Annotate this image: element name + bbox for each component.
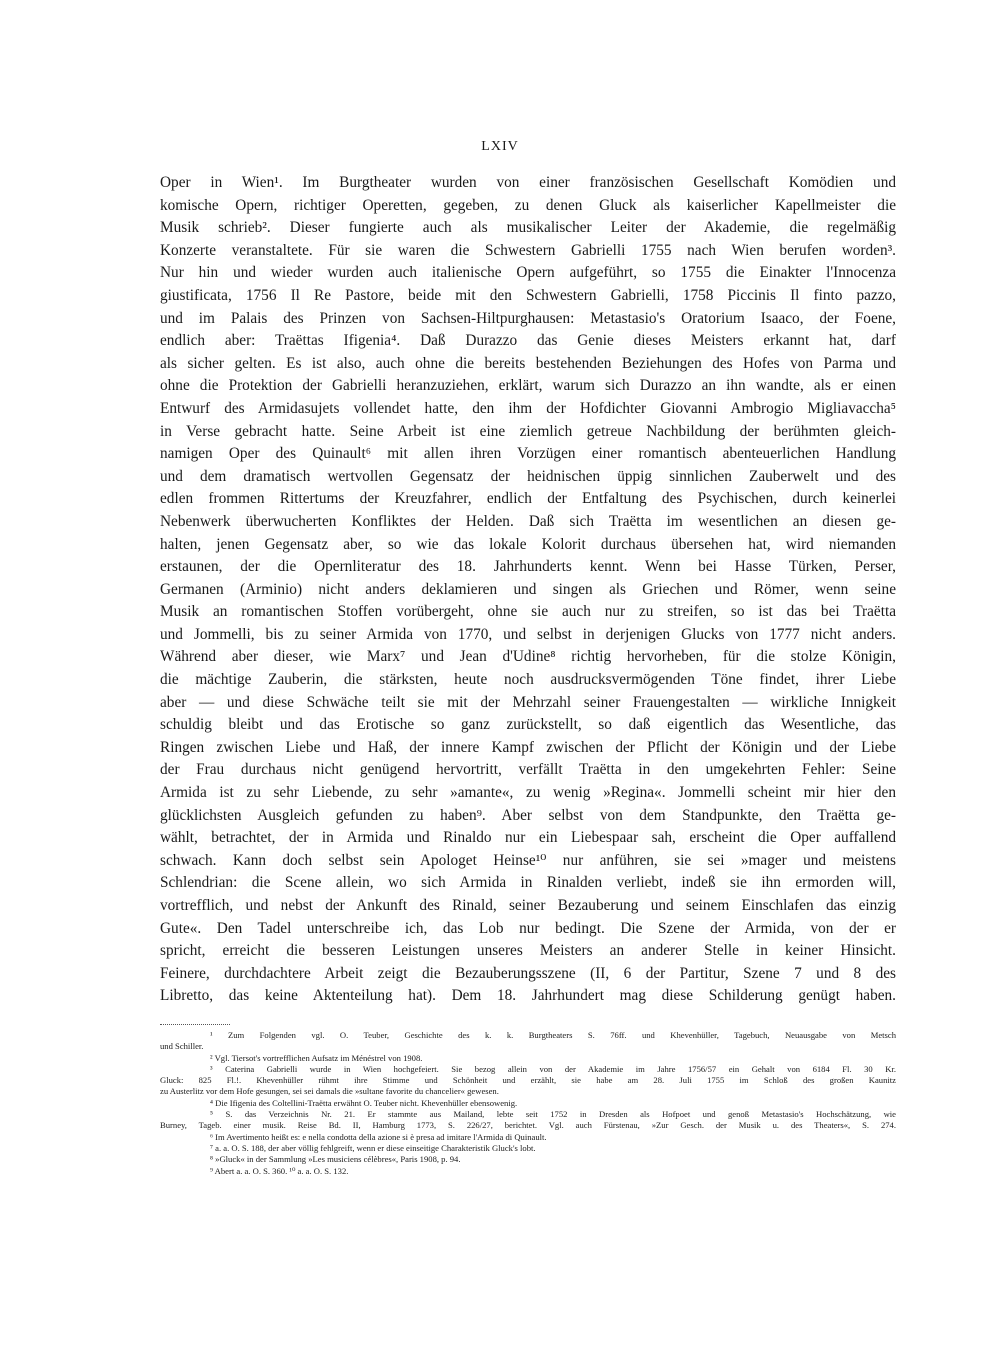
body-line: schwach. Kann doch selbst sein Apologet Heinse¹⁰ nur anführen, sie sei »mager und meistens <box>160 851 896 869</box>
footnotes <box>160 1030 896 1177</box>
body-line: Konzerte veranstaltete. Für sie waren die Schwestern Gabrielli 1755 nach Wien berufen worden³. <box>160 241 896 259</box>
body-line: namigen Oper des Quinault⁶ mit allen ihren Vorzügen einer romantisch abenteuerlichen Handlung <box>160 445 896 463</box>
body-line: vortrefflich, und nebst der Ankunft des Rinald, seiner Bezauberung und seinem Einschlafen das einzig <box>160 897 896 914</box>
body-line: schuldig bleibt und das Erotische so ganz zurückstellt, so daß eigentlich das Wesentliche, das <box>160 716 896 734</box>
body-line: halten, jenen Gegensatz aber, so wie das lokale Kolorit durchaus übersehen hat, wird niemanden <box>160 535 896 553</box>
footnote-line: zu Austerlitz vor dem Hofe gesungen, sei sei damals die »sultane favorite du chancelier« gewesen. <box>160 1086 499 1097</box>
footnote-line: ⁴ Die Ifigenia des Coltellini-Traëtta erwähnt O. Teuber nicht. Khevenhüller ebensowenig. <box>210 1097 518 1108</box>
page-number: LXIV <box>481 139 519 154</box>
body-line: Germanen (Arminio) nicht anders deklamieren und singen als Griechen und Römer, wenn seine <box>160 580 896 598</box>
body-line: Gute«. Den Tadel unterschreibe ich, das Lob nur bedingt. Die Szene der Armida, von der er <box>160 919 896 937</box>
body-line: Schlendrian: die Scene allein, wo sich Armida in Rinalden verliebt, indeß sie ihn ermorden will, <box>160 874 896 892</box>
body-line: endlich aber: Traëttas Ifigenia⁴. Daß Durazzo das Genie dieses Meisters erkannt hat, darf <box>160 332 896 350</box>
footnote-line: ⁶ Im Avertimento heißt es: e nella condotta della azione si è presa ad imitare l'Armida di Quinault. <box>210 1131 547 1142</box>
body-line: Nur hin und wieder wurden auch italienische Opern aufgeführt, so 1755 die Einakter l'Innocenza <box>160 264 896 282</box>
body-line: Armida ist zu sehr Liebende, zu sehr »amante«, zu wenig »Regina«. Jommelli scheint mir hier den <box>160 784 896 802</box>
body-line: Oper in Wien¹. Im Burgtheater wurden von einer französischen Gesellschaft Komödien und <box>160 174 896 191</box>
footnote-line: Burney, Tageb. einer musik. Reise Bd. II, Hamburg 1773, S. 226/27, berichtet. Vgl. auch Fürstenau, »Zur Gesch. der Musik u. des Theaters«, S. 274. <box>160 1120 896 1131</box>
body-line: edlen frommen Rittertums der Kreuzfahrer, endlich der Entfaltung des Psychischen, durch keinerlei <box>160 490 896 508</box>
footnote-line: ⁹ Abert a. a. O. S. 360. ¹⁰ a. a. O. S. 132. <box>210 1165 349 1176</box>
footnote-line: Gluck: 825 Fl.!. Khevenhüller rühmt ihre Stimme und Schönheit und erzählt, sie habe am 28. Juli 1755 im Schloß des großen Kaunitz <box>160 1075 896 1086</box>
body-line: Musik an romantischen Stoffen vorübergeht, ohne sie auch nur zu streifen, so ist das bei Traëtta <box>160 603 896 621</box>
footnote-line: und Schiller. <box>160 1041 204 1052</box>
footnote-line: ³ Caterina Gabrielli wurde in Wien hochgefeiert. Sie bezog allein von der Akademie im Jahre 1756/57 ein Gehalt von 6184 Fl. 30 Kr. <box>210 1063 896 1074</box>
body-line: Nebenwerk überwucherten Konfliktes der Helden. Daß sich Traëtta im wesentlichen an diesen ge- <box>160 512 896 530</box>
body-line: und Jommelli, bis zu seiner Armida von 1770, und selbst in derjenigen Glucks von 1777 nicht anders. <box>160 625 896 643</box>
body-line: erstaunen, der die Opernliteratur des 18. Jahrhunderts kennt. Wenn bei Hasse Türken, Perser, <box>160 558 896 576</box>
footnote-line: ¹ Zum Folgenden vgl. O. Teuber, Geschichte des k. k. Burgtheaters S. 76ff. und Khevenhüller, Tagebuch, Neuausgabe von Metsch <box>210 1030 896 1040</box>
body-line: giustificata, 1756 Il Re Pastore, beide mit den Schwestern Gabrielli, 1758 Piccinis Il finto pazzo, <box>160 286 896 304</box>
body-line: Feinere, durchdachtere Arbeit zeigt die Bezauberungsszene (II, 6 der Partitur, Szene 7 und 8 des <box>160 964 896 982</box>
body-line: Während aber dieser, wie Marx⁷ und Jean d'Udine⁸ richtig hervorheben, für die stolze Königin, <box>160 648 896 666</box>
body-line: aber — und diese Schwäche teilt sie mit der Mehrzahl seiner Frauengestalten — wirkliche Innigkeit <box>160 693 896 711</box>
body-line: und im Palais des Prinzen von Sachsen-Hiltpurghausen: Metastasio's Oratorium Isaaco, der Foene, <box>160 309 896 327</box>
footnote-separator <box>160 1024 230 1025</box>
body-line: und dem dramatisch wertvollen Gegensatz der heidnischen üppig sinnlichen Zauberwelt und des <box>160 467 896 485</box>
footnote-line: ² Vgl. Tiersot's vortrefflichen Aufsatz im Ménéstrel von 1908. <box>210 1052 423 1063</box>
body-line: spricht, erreicht die besseren Leistungen unseres Meisters an anderer Stelle in keiner Hinsicht. <box>160 942 896 960</box>
body-line: Ringen zwischen Liebe und Haß, der innere Kampf zwischen der Pflicht der Königin und der Liebe <box>160 738 896 756</box>
body-line: ohne die Protektion der Gabrielli heranzuziehen, erklärt, warum sich Durazzo an ihn wandte, als er einen <box>160 377 896 395</box>
body-line: in Verse gebracht hatte. Seine Arbeit ist eine ziemlich getreue Nachbildung der berühmten gleich- <box>160 422 896 440</box>
body-line: glücklichsten Ausgleich gefunden zu haben⁹. Aber selbst von dem Standpunkte, den Traëtta ge- <box>160 806 896 824</box>
body-line: die mächtige Zauberin, die stärksten, heute noch ausdrucksvermögenden Töne findet, ihrer Liebe <box>160 671 896 689</box>
body-line: wählt, betrachtet, der in Armida und Rinaldo nur ein Liebespaar sah, erscheint die Oper auffallend <box>160 829 896 847</box>
footnote-line: ⁵ S. das Verzeichnis Nr. 21. Er stammte aus Mailand, lebte seit 1752 in Dresden als Hofpoet und genoß Metastasio's Hochschätzung, wie <box>210 1109 896 1120</box>
body-line: Musik schrieb². Dieser fungierte auch als musikalischer Leiter der Akademie, die regelmäßig <box>160 219 896 237</box>
body-line: Entwurf des Armidasujets vollendet hatte, den ihm der Hofdichter Giovanni Ambrogio Migliavaccha⁵ <box>160 399 896 417</box>
body-line: der Frau durchaus nicht genügend hervortritt, verfällt Traëtta in den umgekehrten Fehler: Seine <box>160 761 896 779</box>
footnote-line: ⁸ »Gluck« in der Sammlung »Les musiciens célèbres«, Paris 1908, p. 94. <box>210 1154 461 1165</box>
body-line: komische Opern, richtiger Operetten, gegeben, zu denen Gluck als kaiserlicher Kapellmeister die <box>160 196 896 214</box>
footnote-line: ⁷ a. a. O. S. 188, der aber völlig fehlgreift, wenn er diese einseitige Charakteristik Gluck's lobt. <box>210 1142 536 1153</box>
body-line: als sicher gelten. Es ist also, auch ohne die bereits bestehenden Beziehungen des Hofes von Parma und <box>160 354 896 372</box>
body-line: Libretto, das keine Aktenteilung hat). Dem 18. Jahrhundert mag diese Schilderung genügt haben. <box>160 987 896 1005</box>
body-text <box>160 172 896 1008</box>
